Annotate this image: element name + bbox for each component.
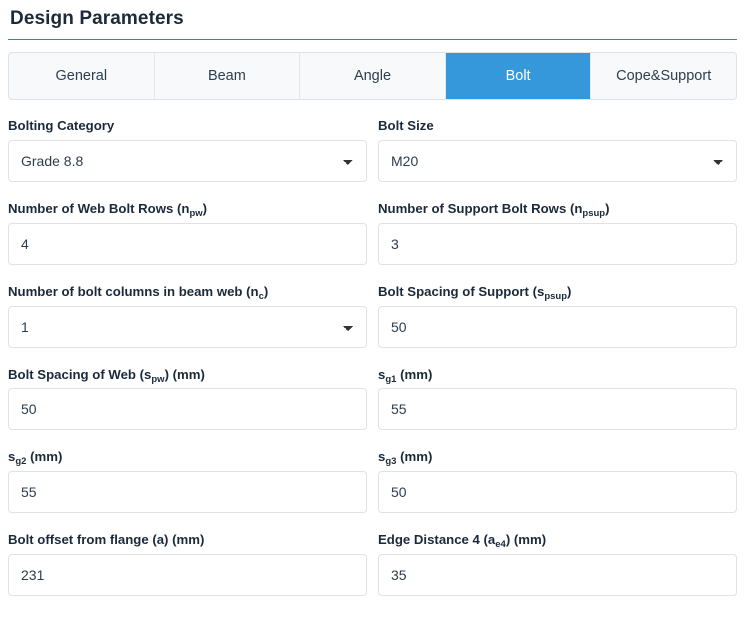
web-bolt-rows-label xyxy=(8,201,367,217)
label-tail: (mm) xyxy=(396,449,433,465)
sg3-input[interactable] xyxy=(378,471,737,513)
page-title: Design Parameters xyxy=(8,0,737,40)
bolt-spacing-support-input[interactable] xyxy=(378,306,737,348)
sg3-label xyxy=(378,449,737,468)
edge-distance-4-input[interactable] xyxy=(378,554,737,596)
label-text: Number of Support Bolt Rows (n xyxy=(378,200,583,216)
label-text: s xyxy=(378,366,386,382)
field-sg3 xyxy=(378,449,737,513)
tab-label: Angle xyxy=(353,68,392,84)
bolt-columns-label xyxy=(8,284,367,300)
tab-bar xyxy=(8,52,737,100)
label-subscript: g3 xyxy=(385,456,397,468)
bolting-category-label: Bolting Category xyxy=(8,118,115,133)
field-bolt-spacing-support xyxy=(378,284,737,348)
field-bolt-size xyxy=(378,118,737,182)
sg1-label xyxy=(378,367,737,383)
bolt-columns-select[interactable] xyxy=(8,306,367,348)
tab-general[interactable] xyxy=(9,53,155,99)
label-tail: ) xyxy=(263,283,269,299)
label-text: Bolt Spacing of Web (s xyxy=(8,366,152,382)
edge-distance-4-label xyxy=(378,532,737,551)
label-subscript: psup xyxy=(544,290,568,302)
tab-beam[interactable] xyxy=(155,53,301,99)
field-sg2 xyxy=(8,449,367,513)
field-support-bolt-rows xyxy=(378,201,737,265)
field-sg1 xyxy=(378,367,737,431)
tab-label: General xyxy=(55,68,108,84)
label-subscript: c xyxy=(258,290,264,302)
label-tail: (mm) xyxy=(396,366,433,382)
label-subscript: psup xyxy=(582,207,606,219)
label-subscript: pw xyxy=(189,207,203,219)
label-text: Number of Web Bolt Rows (n xyxy=(8,200,190,216)
field-bolt-columns xyxy=(8,284,367,348)
label-tail: (mm) xyxy=(26,449,63,465)
bolt-spacing-support-label xyxy=(378,284,737,300)
label-text: Bolt Spacing of Support (s xyxy=(378,283,545,299)
field-bolting-category xyxy=(8,118,367,182)
sg2-label xyxy=(8,449,367,468)
field-bolt-spacing-web xyxy=(8,367,367,431)
label-tail: ) xyxy=(605,200,610,216)
label-tail: ) xyxy=(567,283,572,299)
label-tail: ) (mm) xyxy=(164,366,205,382)
tab-bolt[interactable] xyxy=(446,53,592,99)
sg2-input[interactable] xyxy=(8,471,367,513)
tab-label: Beam xyxy=(207,68,246,84)
bolt-size-label: Bolt Size xyxy=(378,118,434,133)
web-bolt-rows-input[interactable] xyxy=(8,223,367,265)
field-web-bolt-rows xyxy=(8,201,367,265)
bolt-spacing-web-label xyxy=(8,367,367,383)
sg1-input[interactable] xyxy=(378,388,737,430)
tab-angle[interactable] xyxy=(300,53,446,99)
label-subscript: g1 xyxy=(385,373,397,385)
tab-label: Bolt xyxy=(505,68,531,84)
bolt-offset-input[interactable] xyxy=(8,554,367,596)
bolting-category-select[interactable] xyxy=(8,140,367,182)
tab-cope-support[interactable] xyxy=(591,53,736,99)
label-tail: ) (mm) xyxy=(505,532,547,548)
label-text: Edge Distance 4 (a xyxy=(378,532,496,548)
bolt-size-select[interactable] xyxy=(378,140,737,182)
field-bolt-offset xyxy=(8,532,367,596)
support-bolt-rows-label xyxy=(378,201,737,217)
field-edge-distance-4 xyxy=(378,532,737,596)
tab-label: Cope&Support xyxy=(616,68,712,84)
label-text: Number of bolt columns in beam web (n xyxy=(8,283,259,299)
label-subscript: e4 xyxy=(495,539,506,551)
support-bolt-rows-input[interactable] xyxy=(378,223,737,265)
label-subscript: pw xyxy=(151,373,165,385)
label-text: s xyxy=(378,449,386,465)
label-text: s xyxy=(8,449,16,465)
label-subscript: g2 xyxy=(15,456,27,468)
bolt-parameters-form xyxy=(8,118,737,615)
label-tail: ) xyxy=(202,200,208,216)
bolt-offset-label: Bolt offset from flange (a) (mm) xyxy=(8,532,205,548)
bolt-spacing-web-input[interactable] xyxy=(8,388,367,430)
